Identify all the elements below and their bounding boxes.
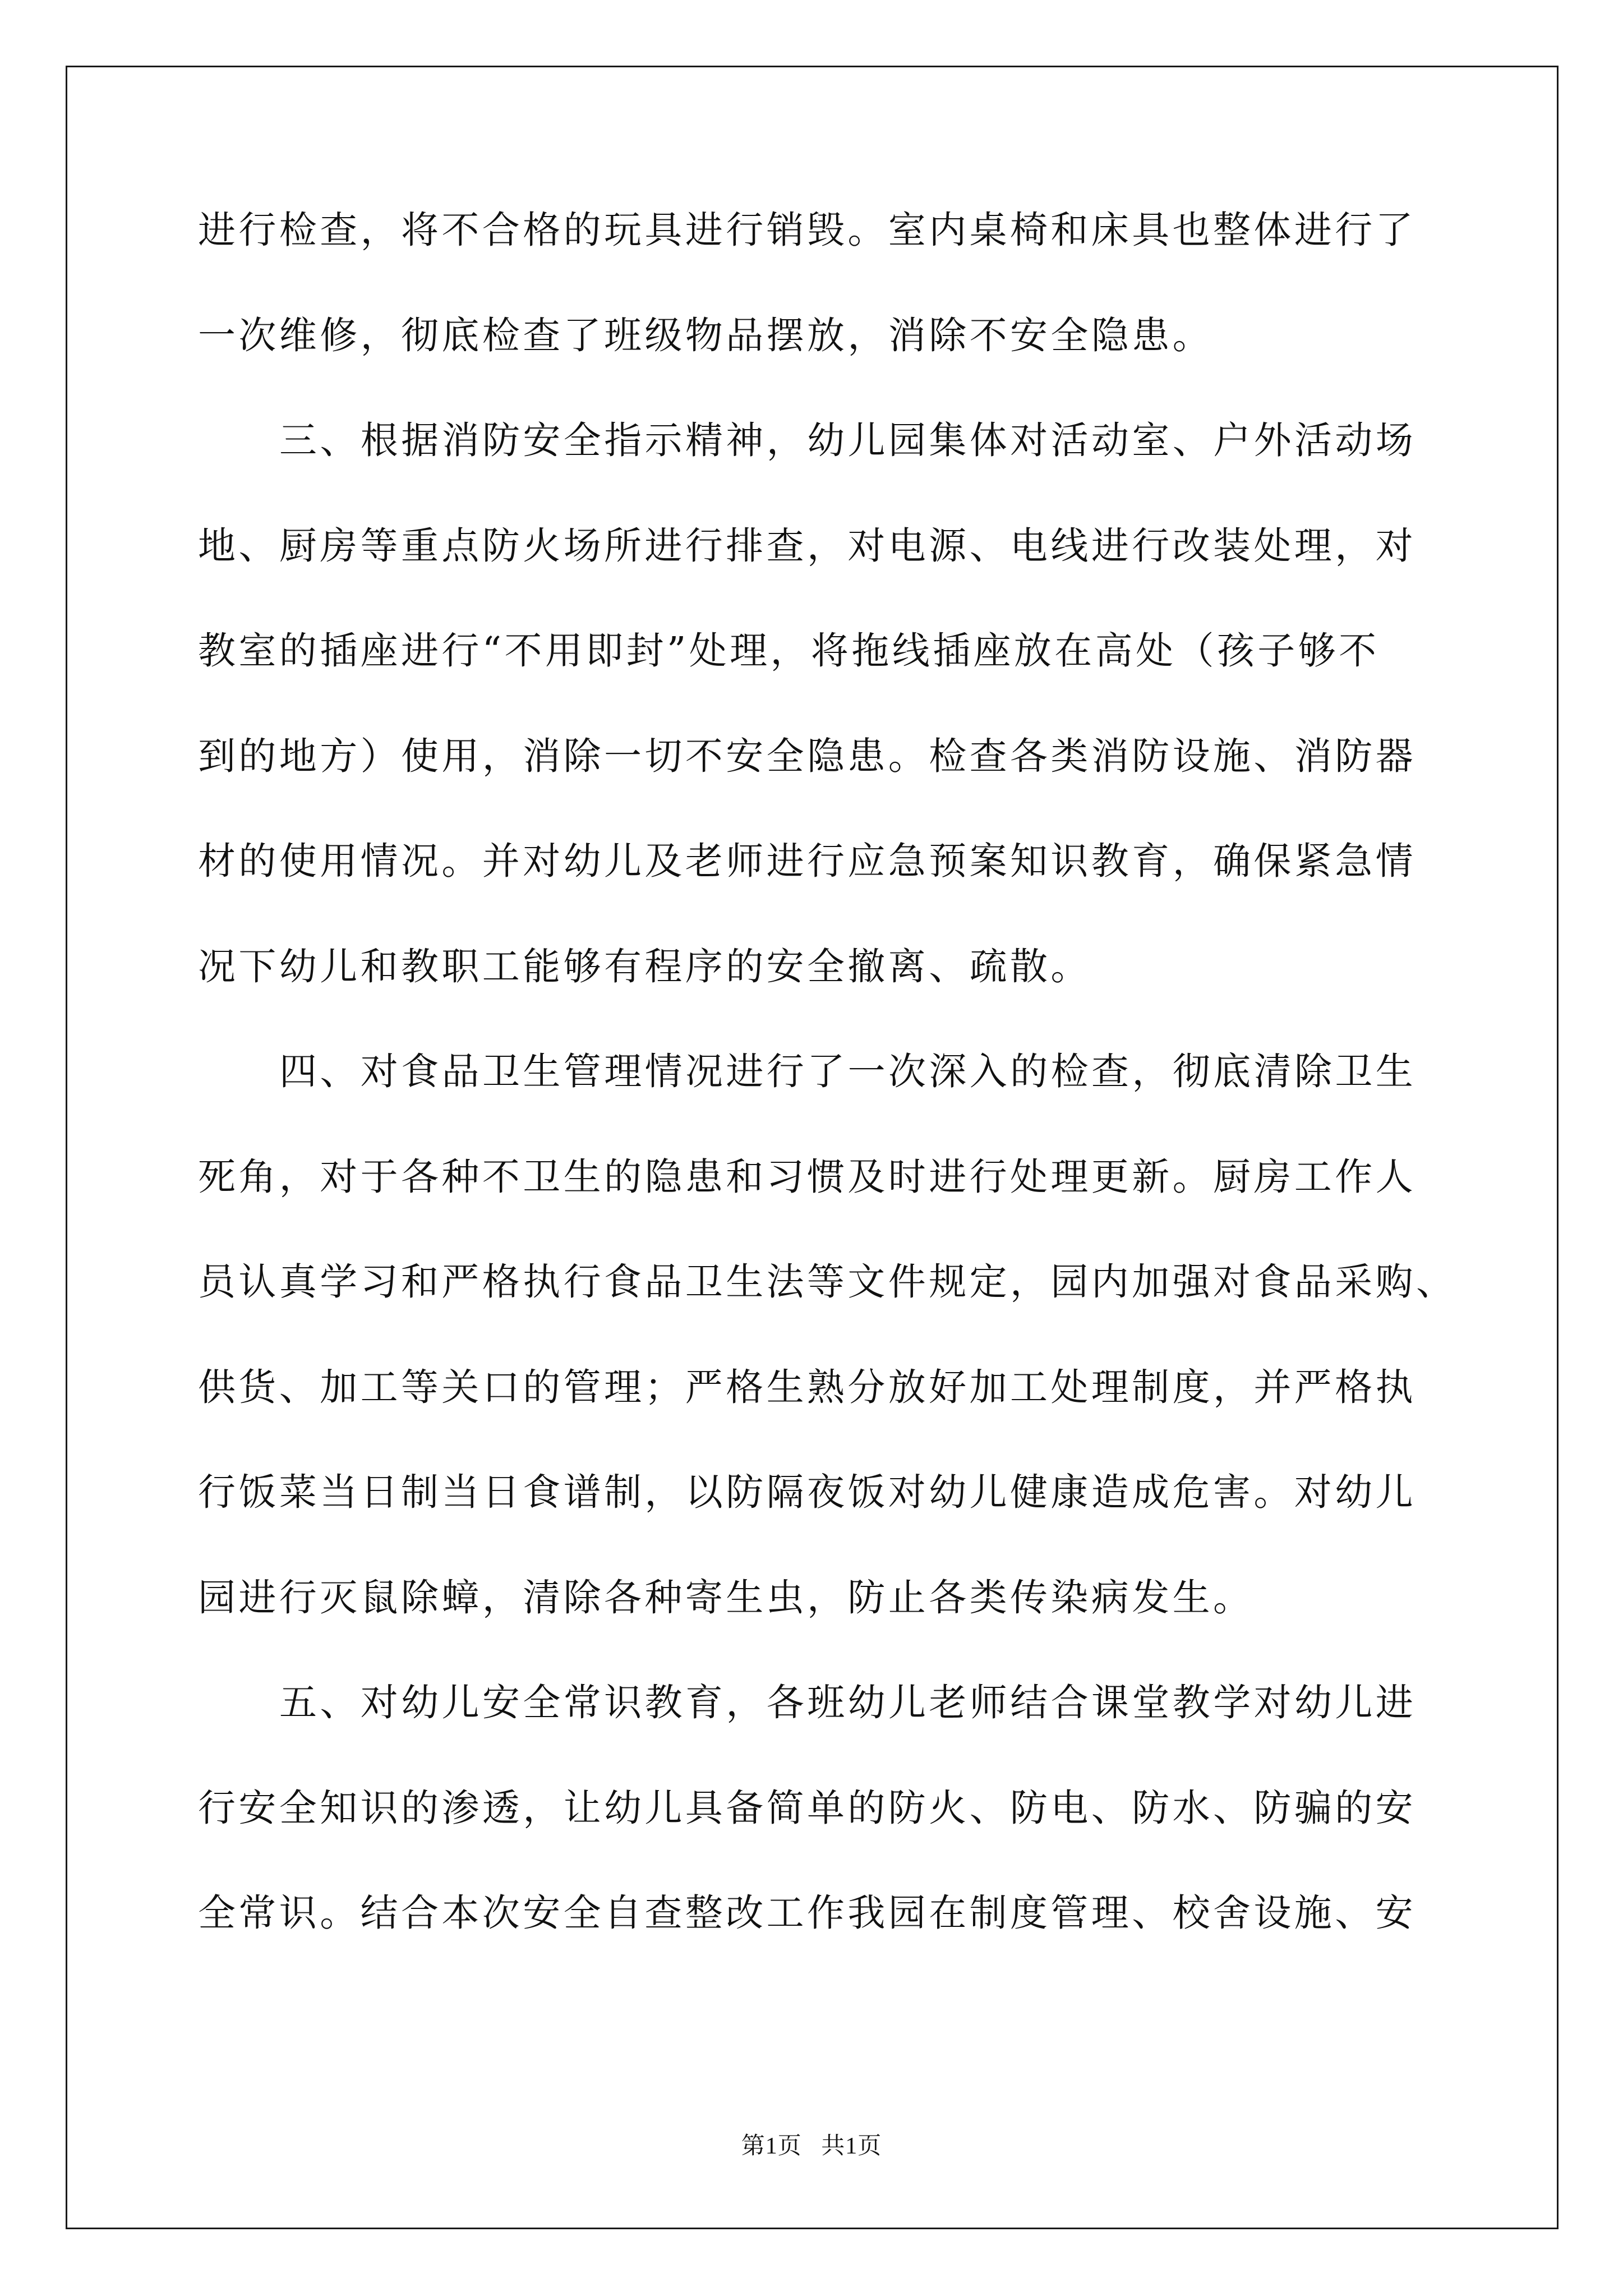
page-total: 共1页	[821, 2133, 882, 2159]
text-line: 进行检查，将不合格的玩具进行销毁。室内桌椅和床具也整体进行了	[198, 208, 1416, 252]
text-line: 园进行灭鼠除蟑，清除各种寄生虫，防止各类传染病发生。	[198, 1576, 1254, 1619]
text-line: 员认真学习和严格执行食品卫生法等文件规定，园内加强对食品采购、	[198, 1260, 1457, 1304]
paragraph-start-line: 三、根据消防安全指示精神，幼儿园集体对活动室、户外活动场	[279, 418, 1417, 462]
text-line: 到的地方）使用，消除一切不安全隐患。检查各类消防设施、消防器	[198, 734, 1416, 778]
text-line: 材的使用情况。并对幼儿及老师进行应急预案知识教育，确保紧急情	[198, 839, 1416, 883]
page-number: 第1页	[741, 2133, 802, 2159]
text-line: 况下幼儿和教职工能够有程序的安全撤离、疏散。	[198, 945, 1091, 988]
paragraph-start-line: 四、对食品卫生管理情况进行了一次深入的检查，彻底清除卫生	[279, 1050, 1417, 1093]
text-line: 供货、加工等关口的管理；严格生熟分放好加工处理制度，并严格执	[198, 1365, 1416, 1409]
text-line: 全常识。结合本次安全自查整改工作我园在制度管理、校舍设施、安	[198, 1891, 1416, 1935]
text-line: 一次维修，彻底检查了班级物品摆放，消除不安全隐患。	[198, 314, 1213, 357]
text-line: 行饭菜当日制当日食谱制，以防隔夜饭对幼儿健康造成危害。对幼儿	[198, 1470, 1416, 1514]
text-line: 教室的插座进行“不用即封”处理，将拖线插座放在高处（孩子够不	[198, 629, 1380, 673]
page-footer	[0, 2127, 1623, 2161]
text-line: 死角，对于各种不卫生的隐患和习惯及时进行处理更新。厨房工作人	[198, 1155, 1416, 1199]
text-line: 行安全知识的渗透，让幼儿具备简单的防火、防电、防水、防骗的安	[198, 1786, 1416, 1830]
text-line: 地、厨房等重点防火场所进行排查，对电源、电线进行改装处理，对	[198, 524, 1416, 568]
paragraph-start-line: 五、对幼儿安全常识教育，各班幼儿老师结合课堂教学对幼儿进	[279, 1681, 1417, 1724]
